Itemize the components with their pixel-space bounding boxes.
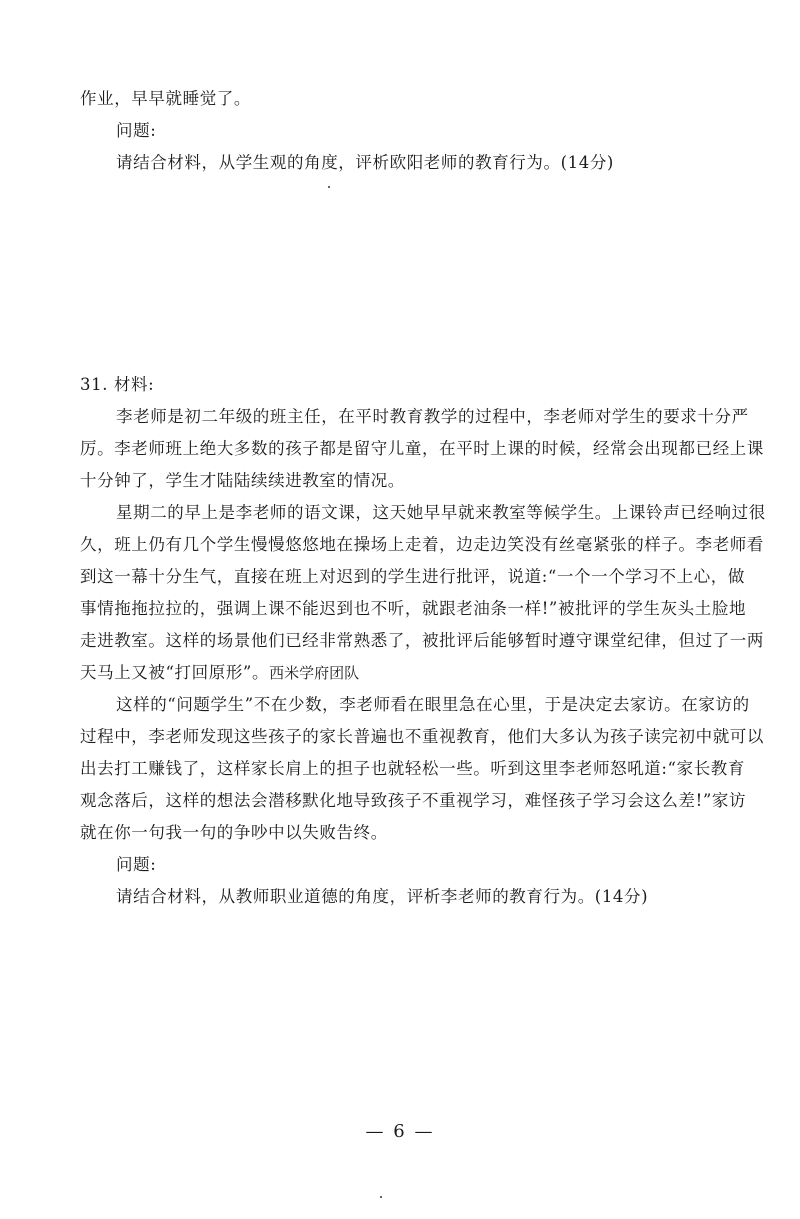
- paragraph-line: 事情拖拖拉拉的，强调上课不能迟到也不听，就跟老油条一样!”被批评的学生灰头土脸地: [80, 599, 747, 618]
- paragraph-line: 到这一幕十分生气，直接在班上对迟到的学生进行批评，说道:“一个一个学习不上心，做: [80, 567, 745, 586]
- paragraph-line: 过程中，李老师发现这些孩子的家长普遍也不重视教育，他们大多认为孩子读完初中就可以: [80, 727, 764, 746]
- question-31-text: 请结合材料，从教师职业道德的角度，评析李老师的教育行为。(14分): [116, 887, 649, 906]
- paragraph-line: 厉。李老师班上绝大多数的孩子都是留守儿童，在平时上课的时候，经常会出现都已经上课: [80, 439, 764, 458]
- paragraph-line-text: 天马上又被“打回原形”。: [80, 663, 270, 682]
- question-31-label: 问题:: [116, 855, 157, 874]
- paragraph-line: 就在你一句我一句的争吵中以失败告终。: [80, 823, 388, 842]
- previous-question-label: 问题:: [116, 121, 157, 140]
- paragraph-line: 走进教室。这样的场景他们已经非常熟悉了，被批评后能够暂时遵守课堂纪律，但过了一两: [80, 631, 764, 650]
- paragraph-line: 久，班上仍有几个学生慢慢悠悠地在操场上走着，边走边笑没有丝毫紧张的样子。李老师看: [80, 535, 764, 554]
- paragraph-line: 李老师是初二年级的班主任，在平时教育教学的过程中，李老师对学生的要求十分严: [116, 407, 749, 426]
- watermark-stamp: 西米学府团队: [269, 664, 360, 682]
- paragraph-line-with-stamp: [80, 662, 359, 684]
- paragraph-line: 十分钟了，学生才陆陆续续进教室的情况。: [80, 471, 405, 490]
- paragraph-line: 观念落后，这样的想法会潜移默化地导致孩子不重视学习，难怪孩子学习会这么差!”家访: [80, 791, 747, 810]
- paragraph-line: 这样的“问题学生”不在少数，李老师看在眼里急在心里，于是决定去家访。在家访的: [116, 695, 750, 714]
- previous-material-ending: 作业，早早就睡觉了。: [80, 89, 251, 108]
- paragraph-line: 星期二的早上是李老师的语文课，这天她早早就来教室等候学生。上课铃声已经响过很: [116, 503, 766, 522]
- question-31-header: 31. 材料:: [80, 375, 155, 394]
- scan-speck: [328, 186, 330, 188]
- page-number: — 6 —: [365, 1121, 435, 1142]
- previous-question-text: 请结合材料，从学生观的角度，评析欧阳老师的教育行为。(14分): [116, 153, 614, 172]
- paragraph-line: 出去打工赚钱了，这样家长肩上的担子也就轻松一些。听到这里李老师怒吼道:“家长教育: [80, 759, 745, 778]
- scan-speck: [380, 1196, 382, 1198]
